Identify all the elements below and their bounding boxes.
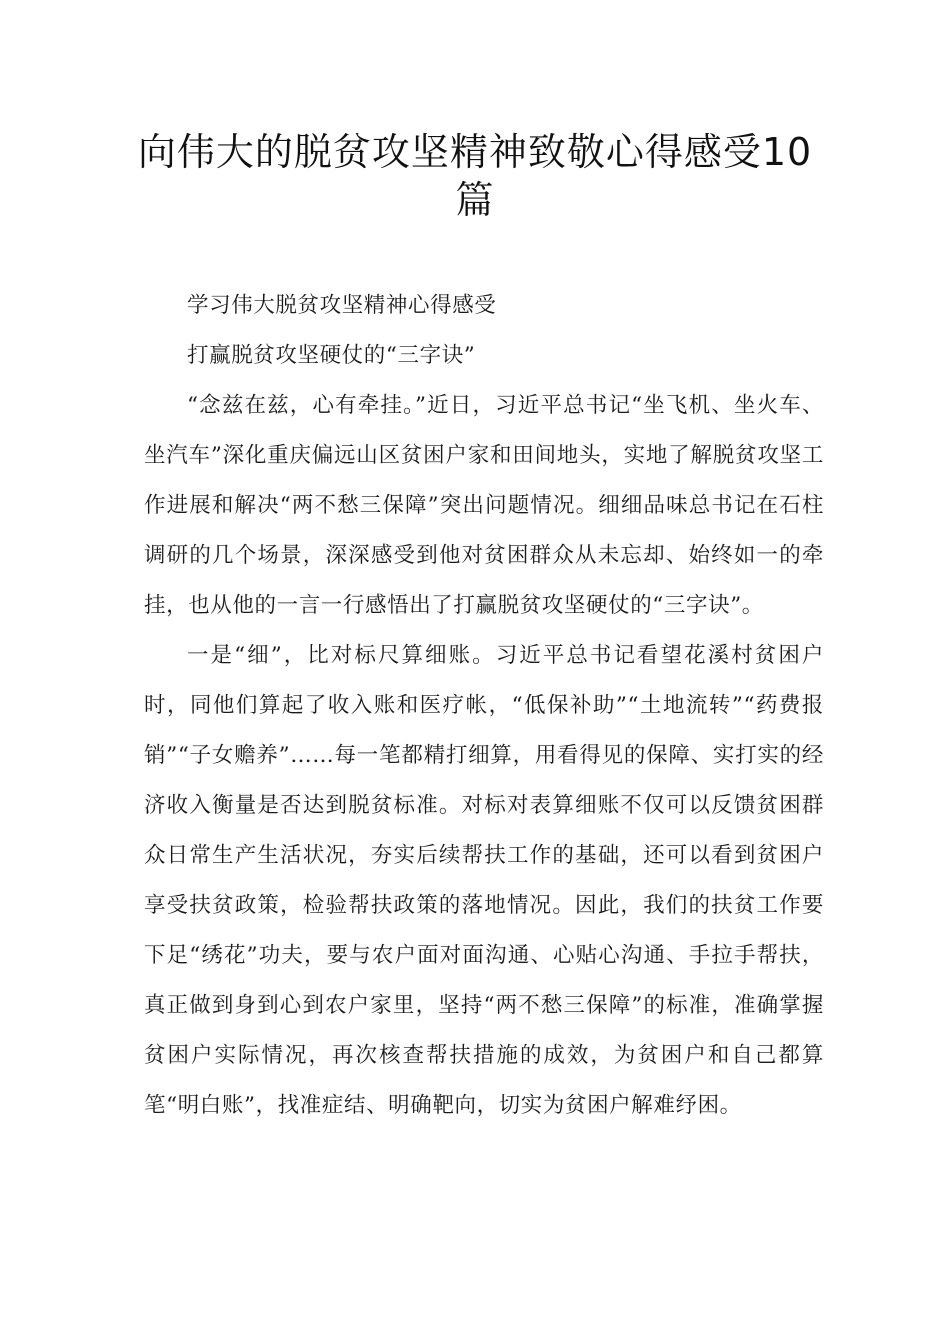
document-body: [144, 281, 824, 1131]
subtitle-paragraph: 学习伟大脱贫攻坚精神心得感受: [187, 293, 497, 318]
body-paragraph: 一是“细”，比对标尺算细账。习近平总书记看望花溪村贫困户时，同他们算起了收入账和医疗帐，“低保补助”“土地流转”“药费报销”“子女赡养”……每一笔都精打细算，用看得见的保障、实打实的经济收入衡量是否达到脱贫标准。对标对表算细账不仅可以反馈贫困群众日常生产生活状况，夯实后续帮扶工作的基础，还可以看到贫困户享受扶贫政策，检验帮扶政策的落地情况。因此，我们的扶贫工作要下足“绣花”功夫，要与农户面对面沟通、心贴心沟通、手拉手帮扶，真正做到身到心到农户家里，坚持“两不愁三保障”的标准，准确掌握贫困户实际情况，再次核查帮扶措施的成效，为贫困户和自己都算笔“明白账”，找准症结、明确靶向，切实为贫困户解难纾困。: [144, 643, 824, 1118]
heading-paragraph: 打赢脱贫攻坚硬仗的“三字诀”: [187, 343, 476, 368]
intro-paragraph: “念兹在兹，心有牵挂。”近日，习近平总书记“坐飞机、坐火车、坐汽车”深化重庆偏远山区贫困户家和田间地头，实地了解脱贫攻坚工作进展和解决“两不愁三保障”突出问题情况。细细品味总书记在石柱调研的几个场景，深深感受到他对贫困群众从未忘却、始终如一的牵挂，也从他的一言一行感悟出了打赢脱贫攻坚硬仗的“三字诀”。: [144, 393, 824, 618]
document-title: 向伟大的脱贫攻坚精神致敬心得感受10篇: [137, 130, 813, 222]
